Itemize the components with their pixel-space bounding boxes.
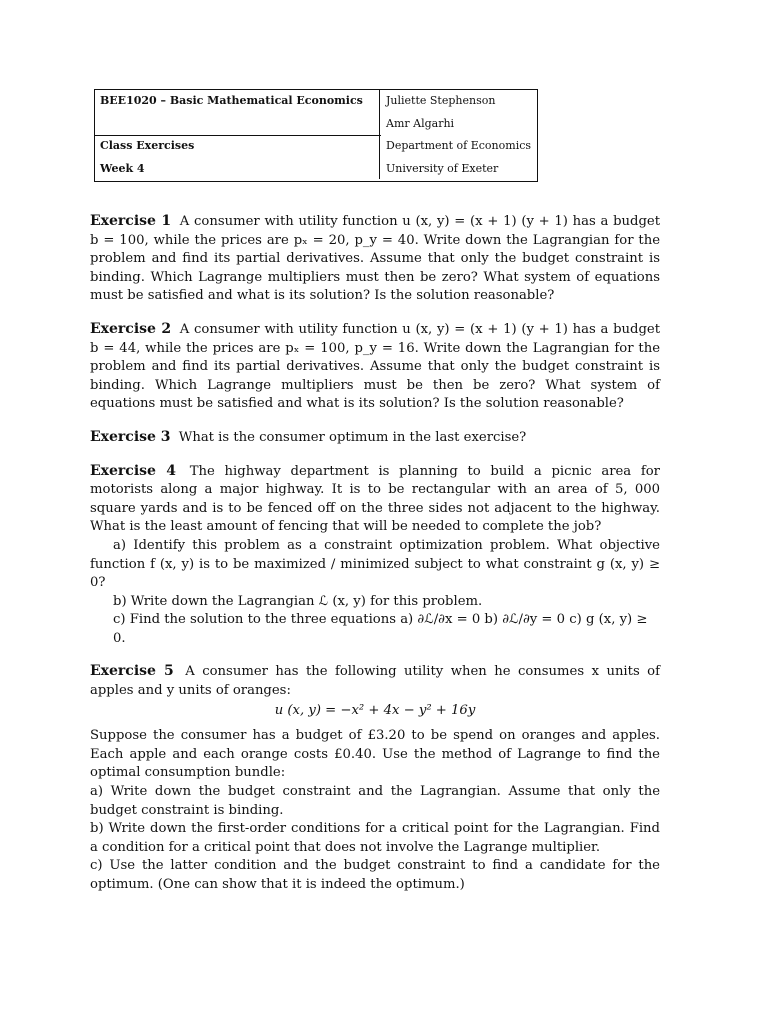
- course-title: BEE1020 – Basic Mathematical Economics: [94, 89, 380, 112]
- exercise-label: Exercise 2: [90, 320, 172, 337]
- exercise-4: [90, 462, 660, 649]
- exercise-body: A consumer has the following utility when he consumes x units of apples and y units of oranges:: [90, 664, 660, 699]
- exercise-body: A consumer with utility function u (x, y) = (x + 1) (y + 1) has a budget b = 44, while the prices are pₓ = 100, p_y = 16. Write down the Lagrangian for the problem and find its partial derivatives. Assume that only the budget constraint is binding. Which Lagrange multipliers must be then be zero? What system of equations must be satisfied and what is its solution? Is the solution reasonable?: [90, 321, 660, 412]
- utility-equation: u (x, y) = −x² + 4x − y² + 16y: [274, 702, 476, 718]
- exercise-body: The highway department is planning to build a picnic area for motorists along a major highway. It is to be rectangular with an area of 5, 000 square yards and is to be fenced off on the three sides not adjacent to the highway. What is the least amount of fencing that will be needed to complete the job?: [90, 463, 660, 535]
- exercise-followup: Suppose the consumer has a budget of £3.20 to be spend on oranges and apples. Each apple and each orange costs £0.40. Use the method of Lagrange to find the optimal consumption bundle:: [90, 728, 660, 781]
- exercise-part: c) Use the latter condition and the budget constraint to find a candidate for the optimum. (One can show that it is indeed the optimum.): [90, 858, 660, 892]
- exercise-part: b) Write down the first-order conditions for a critical point for the Lagrangian. Find a condition for a critical point that does not involve the Lagrange multiplier.: [90, 821, 660, 855]
- exercise-2: [90, 320, 660, 414]
- exercise-part: a) Identify this problem as a constraint optimization problem. What objective function f (x, y) is to be maximized / minimized subject to what constraint g (x, y) ≥ 0?: [90, 537, 660, 591]
- header-divider: [94, 135, 381, 136]
- exercise-list: [90, 212, 660, 909]
- header-table: [94, 89, 539, 179]
- exercise-1: [90, 212, 660, 306]
- university: University of Exeter: [386, 161, 499, 175]
- exercise-label: Exercise 5: [90, 663, 174, 680]
- department: Department of Economics: [386, 139, 532, 152]
- exercise-body: What is the consumer optimum in the last exercise?: [178, 429, 527, 445]
- week-label: Week 4: [94, 157, 380, 179]
- exercise-5: [90, 662, 660, 894]
- exercise-body: A consumer with utility function u (x, y) = (x + 1) (y + 1) has a budget b = 100, while the prices are pₓ = 20, p_y = 40. Write down the Lagrangian for the problem and find its partial derivatives. Assume that only the budget constraint is binding. Which Lagrange multipliers must then be zero? What system of equations must be satisfied and what is its solution? Is the solution reasonable?: [90, 214, 660, 304]
- exercise-part: c) Find the solution to the three equations a) ∂ℒ/∂x = 0 b) ∂ℒ/∂y = 0 c) g (x, y) ≥ 0.: [113, 612, 648, 646]
- exercise-part: b) Write down the Lagrangian ℒ (x, y) for this problem.: [113, 593, 483, 609]
- exercise-3: [90, 428, 660, 448]
- exercise-part: a) Write down the budget constraint and the Lagrangian. Assume that only the budget constraint is binding.: [90, 784, 660, 818]
- document-type: Class Exercises: [94, 134, 380, 157]
- author-1: Juliette Stephenson: [386, 94, 496, 107]
- exercise-label: Exercise 4: [90, 462, 177, 479]
- author-2: Amr Algarhi: [386, 116, 455, 130]
- exercise-label: Exercise 3: [90, 428, 171, 445]
- exercise-label: Exercise 1: [90, 213, 172, 229]
